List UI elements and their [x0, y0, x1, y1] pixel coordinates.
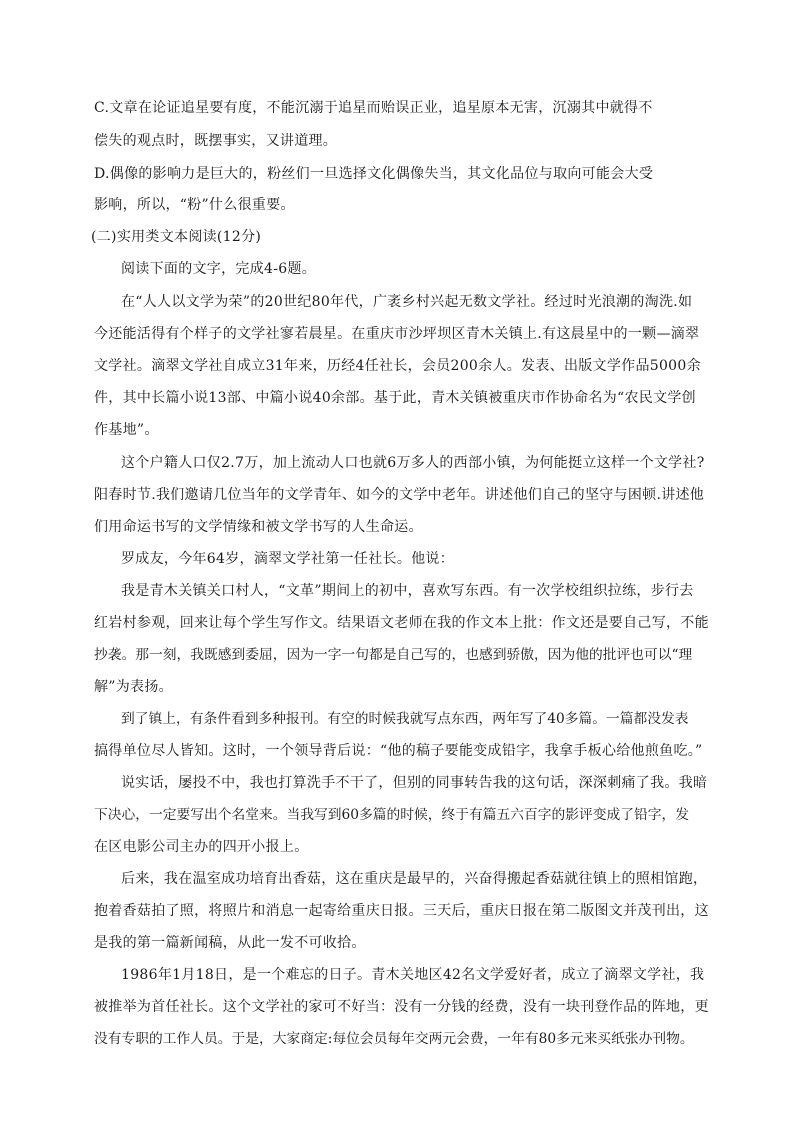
paragraph-line: 后来，我在温室成功培育出香菇，这在重庆是最早的，兴奋得搬起香菇就往镇上的照相馆跑， [121, 871, 708, 887]
option-c-line-2: 偿失的观点时，既摆事实，又讲道理。 [94, 133, 338, 149]
paragraph-line: 没有专职的工作人员。于是，大家商定:每位会员每年交两元会费，一年有80多元来买纸张办刊物。 [94, 1031, 694, 1047]
paragraph-line: 我是青木关镇关口村人，“文革”期间上的初中，喜欢写东西。有一次学校组织拉练，步行去 [121, 583, 694, 599]
paragraph-line: 阳春时节.我们邀请几位当年的文学青年、如今的文学中老年。讲述他们自己的坚守与困顿.讲述他 [94, 487, 705, 503]
paragraph-line: 解”为表扬。 [94, 679, 173, 695]
paragraph-line: 罗成友，今年64岁，滴翠文学社第一任社长。他说： [121, 551, 455, 567]
paragraph-line: 抱着香菇拍了照，将照片和消息一起寄给重庆日报。三天后，重庆日报在第二版图文并茂刊出，这 [94, 903, 709, 919]
paragraph-line: 件，其中长篇小说13部、中篇小说40余部。基于此，青木关镇被重庆市作协命名为“农民文学创 [94, 390, 696, 406]
option-d-line-2: 影响，所以，“粉”什么很重要。 [94, 197, 295, 213]
option-c-line-1: C.文章在论证追星要有度，不能沉溺于追星而贻误正业，追星原本无害，沉溺其中就得不 [94, 100, 653, 116]
paragraph-line: 是我的第一篇新闻稿，从此一发不可收拾。 [94, 935, 366, 951]
paragraph-line: 下决心，一定要写出个名堂来。当我写到60多篇的时候，终于有篇五六百字的影评变成了铅字，发 [94, 807, 689, 823]
paragraph-line: 搞得单位尽人皆知。这时，一个领导背后说：“他的稿子要能变成铅字，我拿手板心给他煎鱼吃。” [94, 743, 703, 759]
paragraph-line: 在“人人以文学为荣”的20世纪80年代，广袤乡村兴起无数文学社。经过时光浪潮的淘洗.如 [121, 294, 693, 310]
paragraph-line: 这个户籍人口仅2.7万，加上流动人口也就6万多人的西部小镇，为何能挺立这样一个文学社? [121, 455, 705, 471]
option-d-line-1: D.偶像的影响力是巨大的，粉丝们一旦选择文化偶像失当，其文化品位与取向可能会大受 [94, 166, 654, 182]
paragraph-line: 今还能活得有个样子的文学社寥若晨星。在重庆市沙坪坝区青木关镇上.有这晨星中的一颗—滴翠 [94, 326, 700, 342]
paragraph-line: 到了镇上，有条件看到多种报刊。有空的时候我就写点东西，两年写了40多篇。一篇都没发表 [121, 711, 689, 727]
instruction: 阅读下面的文字，完成4-6题。 [121, 261, 317, 277]
section-heading: (二)实用类文本阅读(12分) [91, 229, 262, 245]
paragraph-line: 文学社。滴翠文学社自成立31年来，历经4任社长，会员200余人。发表、出版文学作品5000余 [94, 358, 701, 374]
paragraph-line: 说实话，屡投不中，我也打算洗手不干了，但别的同事转告我的这句话，深深刺痛了我。我暗 [121, 775, 708, 791]
paragraph-line: 在区电影公司主办的四开小报上。 [94, 839, 309, 855]
paragraph-line: 红岩村参观，回来让每个学生写作文。结果语文老师在我的作文本上批：作文还是要自己写，不能 [94, 615, 709, 631]
paragraph-line: 作基地”。 [94, 422, 159, 438]
paragraph-line: 1986年1月18日，是一个难忘的日子。青木关地区42名文学爱好者，成立了滴翠文学社，我 [121, 967, 705, 983]
paragraph-line: 抄袭。那一刻，我既感到委屈，因为一字一句都是自己写的，也感到骄傲，因为他的批评也可以“理 [94, 647, 693, 663]
paragraph-line: 们用命运书写的文学情缘和被文学书写的人生命运。 [94, 519, 423, 535]
paragraph-line: 被推举为首任社长。这个文学社的家可不好当：没有一分钱的经费，没有一块刊登作品的阵地，更 [94, 999, 709, 1015]
